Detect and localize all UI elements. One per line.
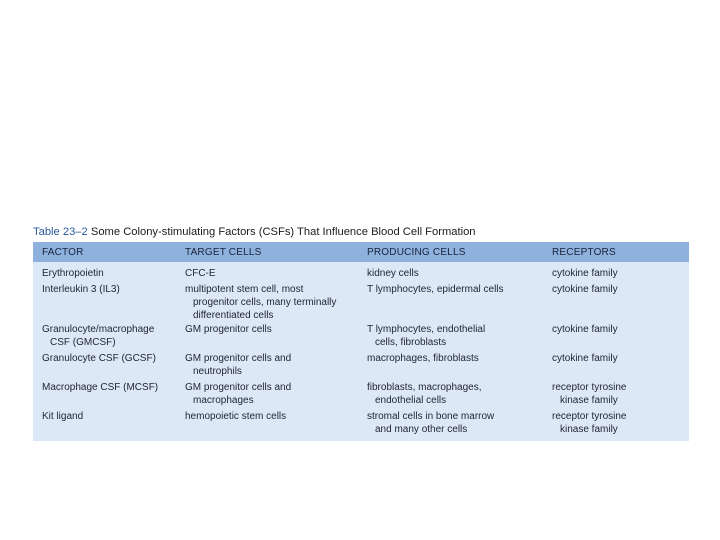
cell-target-cells xyxy=(185,323,367,349)
cell-target-cells xyxy=(185,410,367,436)
cell-producing-cells xyxy=(367,381,552,407)
table-header-row xyxy=(33,242,689,262)
cell-receptors xyxy=(552,352,689,378)
table-body xyxy=(33,262,689,441)
table-title: Some Colony-stimulating Factors (CSFs) That Influence Blood Cell Formation xyxy=(90,226,476,238)
cell-receptors xyxy=(552,323,689,349)
table-number: Table 23–2 xyxy=(33,226,88,238)
cell-line: hemopoietic stem cells xyxy=(185,411,287,422)
cell-line: T lymphocytes, epidermal cells xyxy=(367,284,504,295)
cell-factor xyxy=(33,410,185,436)
cell-producing-cells xyxy=(367,267,552,280)
cell-receptors xyxy=(552,381,689,407)
cell-line: CSF (GMCSF) xyxy=(50,337,116,348)
cell-factor xyxy=(33,267,185,280)
cell-line: macrophages xyxy=(193,395,254,406)
cell-line: Granulocyte/macrophage xyxy=(42,324,155,335)
cell-factor xyxy=(33,352,185,378)
cell-producing-cells xyxy=(367,352,552,378)
cell-line: Interleukin 3 (IL3) xyxy=(42,284,120,295)
cell-factor xyxy=(33,323,185,349)
cell-line: and many other cells xyxy=(375,424,468,435)
cell-factor xyxy=(33,381,185,407)
cell-line: receptor tyrosine xyxy=(552,411,627,422)
table-row xyxy=(33,267,689,280)
cell-line: multipotent stem cell, most xyxy=(185,284,304,295)
cell-line: stromal cells in bone marrow xyxy=(367,411,495,422)
cell-line: receptor tyrosine xyxy=(552,382,627,393)
cell-producing-cells xyxy=(367,283,552,322)
cell-line: cytokine family xyxy=(552,353,618,364)
cell-line: GM progenitor cells and xyxy=(185,382,292,393)
cell-line: CFC-E xyxy=(185,268,216,279)
header-receptors: RECEPTORS xyxy=(552,246,616,258)
table-row xyxy=(33,410,689,436)
cell-line: Kit ligand xyxy=(42,411,84,422)
cell-receptors xyxy=(552,267,689,280)
cell-target-cells xyxy=(185,381,367,407)
csf-table xyxy=(33,242,689,441)
table-row xyxy=(33,352,689,378)
header-target-cells: TARGET CELLS xyxy=(185,246,262,258)
cell-target-cells xyxy=(185,283,367,322)
cell-producing-cells xyxy=(367,323,552,349)
cell-line: kinase family xyxy=(560,424,618,435)
cell-producing-cells xyxy=(367,410,552,436)
cell-line: macrophages, fibroblasts xyxy=(367,353,479,364)
cell-line: Granulocyte CSF (GCSF) xyxy=(42,353,156,364)
cell-factor xyxy=(33,283,185,322)
cell-line: GM progenitor cells and xyxy=(185,353,292,364)
cell-line: kinase family xyxy=(560,395,618,406)
cell-line: cytokine family xyxy=(552,284,618,295)
table-caption xyxy=(33,226,689,238)
csf-table-block xyxy=(33,226,689,441)
cell-line: differentiated cells xyxy=(193,310,274,321)
cell-line: kidney cells xyxy=(367,268,419,279)
cell-line: cytokine family xyxy=(552,268,618,279)
header-factor: FACTOR xyxy=(42,246,84,258)
cell-line: Erythropoietin xyxy=(42,268,104,279)
cell-receptors xyxy=(552,410,689,436)
cell-receptors xyxy=(552,283,689,322)
cell-line: progenitor cells, many terminally xyxy=(193,297,337,308)
cell-line: endothelial cells xyxy=(375,395,447,406)
table-row xyxy=(33,323,689,349)
cell-target-cells xyxy=(185,352,367,378)
cell-line: T lymphocytes, endothelial xyxy=(367,324,486,335)
cell-line: cells, fibroblasts xyxy=(375,337,447,348)
header-producing-cells: PRODUCING CELLS xyxy=(367,246,466,258)
table-row xyxy=(33,381,689,407)
cell-line: GM progenitor cells xyxy=(185,324,272,335)
cell-line: fibroblasts, macrophages, xyxy=(367,382,482,393)
cell-line: cytokine family xyxy=(552,324,618,335)
cell-line: neutrophils xyxy=(193,366,242,377)
cell-line: Macrophage CSF (MCSF) xyxy=(42,382,159,393)
cell-target-cells xyxy=(185,267,367,280)
table-row xyxy=(33,283,689,322)
